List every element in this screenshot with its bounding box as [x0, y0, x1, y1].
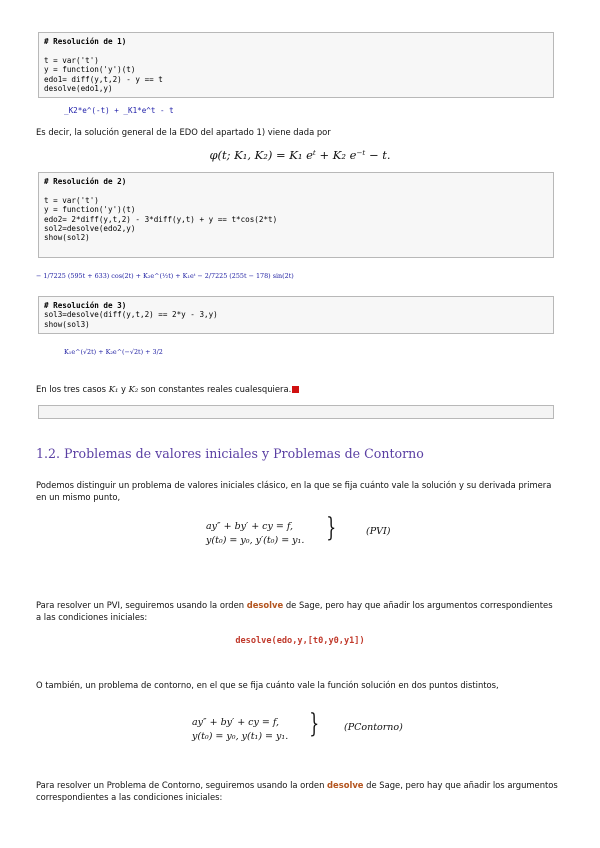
cell-1-output: _K2*e^(-t) + _K1*e^t - t	[64, 106, 174, 115]
pvi-label: (PVI)	[366, 526, 391, 537]
text-fragment: de Sage, pero hay que añadir los argumentos correspondientes a las condiciones iniciales:	[36, 600, 553, 622]
text-fragment: En los tres casos	[36, 384, 109, 394]
qed-square-icon	[292, 386, 299, 393]
text-fragment: Para resolver un PVI, seguiremos usando la orden	[36, 600, 247, 610]
k1-symbol: K₁	[108, 384, 119, 394]
pvi-equation-line-2: y(t₀) = y₀, y′(t₀) = y₁.	[206, 535, 305, 546]
code-cell-1[interactable]	[38, 32, 554, 98]
code-cell-2[interactable]	[38, 172, 554, 258]
code-line: edo2= 2*diff(y,t,2) - 3*diff(y,t) + y == t*cos(2*t)	[44, 214, 278, 224]
code-comment: # Resolución de 1)	[44, 37, 127, 46]
contorno-label: (PContorno)	[344, 722, 403, 733]
pvi-equation-line-1: ay″ + by′ + cy = f,	[206, 521, 294, 532]
cell-2-output: − 1/7225 (595t + 633) cos(2t) + K₂e^(½t) + K₁eᵗ − 2/7225 (255t − 178) sin(2t)	[36, 272, 294, 280]
code-line: edo1= diff(y,t,2) - y == t	[44, 74, 163, 84]
text-fragment: Para resolver un Problema de Contorno, seguiremos usando la orden	[36, 780, 328, 790]
code-line: y = function('y')(t)	[44, 65, 136, 75]
pvi-command: desolve(edo,y,[t0,y0,y1])	[235, 636, 365, 646]
code-comment: # Resolución de 2)	[44, 177, 127, 186]
empty-code-cell[interactable]	[38, 405, 554, 419]
code-line: sol3=desolve(diff(y,t,2) == 2*y - 3,y)	[44, 310, 218, 320]
text-fragment: y	[118, 384, 129, 394]
pvi-intro: Podemos distinguir un problema de valores iniciales clásico, en la que se fija cuánto vale la solución y su derivada primera en un mismo punto,	[36, 480, 552, 502]
desolve-keyword: desolve	[327, 780, 364, 790]
code-line: show(sol2)	[44, 233, 90, 243]
code-comment: # Resolución de 3)	[44, 301, 127, 310]
text-fragment: son constantes reales cualesquiera.	[138, 384, 292, 394]
text-fragment: de Sage, pero hay que añadir los argumentos correspondientes a las condiciones iniciales:	[36, 780, 558, 802]
k2-symbol: K₂	[128, 384, 139, 394]
code-line: t = var('t')	[44, 195, 99, 205]
contorno-resolve-text	[36, 780, 560, 803]
desolve-keyword: desolve	[246, 600, 284, 610]
right-brace-icon: }	[309, 709, 320, 739]
code-cell-3[interactable]	[38, 296, 554, 334]
contorno-intro: O también, un problema de contorno, en el que se fija cuánto vale la función solución en dos puntos distintos,	[36, 680, 499, 690]
constants-text	[36, 384, 299, 396]
section-heading: 1.2. Problemas de valores iniciales y Problemas de Contorno	[36, 446, 424, 461]
general-solution-formula: φ(t; K₁, K₂) = K₁ eᵗ + K₂ e⁻ᵗ − t.	[209, 148, 391, 162]
code-line: show(sol3)	[44, 319, 90, 329]
general-solution-text: Es decir, la solución general de la EDO del apartado 1) viene dada por	[36, 127, 331, 137]
code-line: t = var('t')	[44, 55, 99, 65]
pvi-resolve-text	[36, 600, 560, 623]
contorno-equation-line-2: y(t₀) = y₀, y(t₁) = y₁.	[192, 731, 289, 742]
cell-3-output: K₁e^(√2t) + K₂e^(−√2t) + 3/2	[64, 348, 163, 356]
contorno-equation-line-1: ay″ + by′ + cy = f,	[192, 717, 280, 728]
code-line: desolve(edo1,y)	[44, 84, 113, 94]
right-brace-icon: }	[326, 513, 337, 543]
code-line: sol2=desolve(edo2,y)	[44, 224, 136, 234]
code-line: y = function('y')(t)	[44, 205, 136, 215]
